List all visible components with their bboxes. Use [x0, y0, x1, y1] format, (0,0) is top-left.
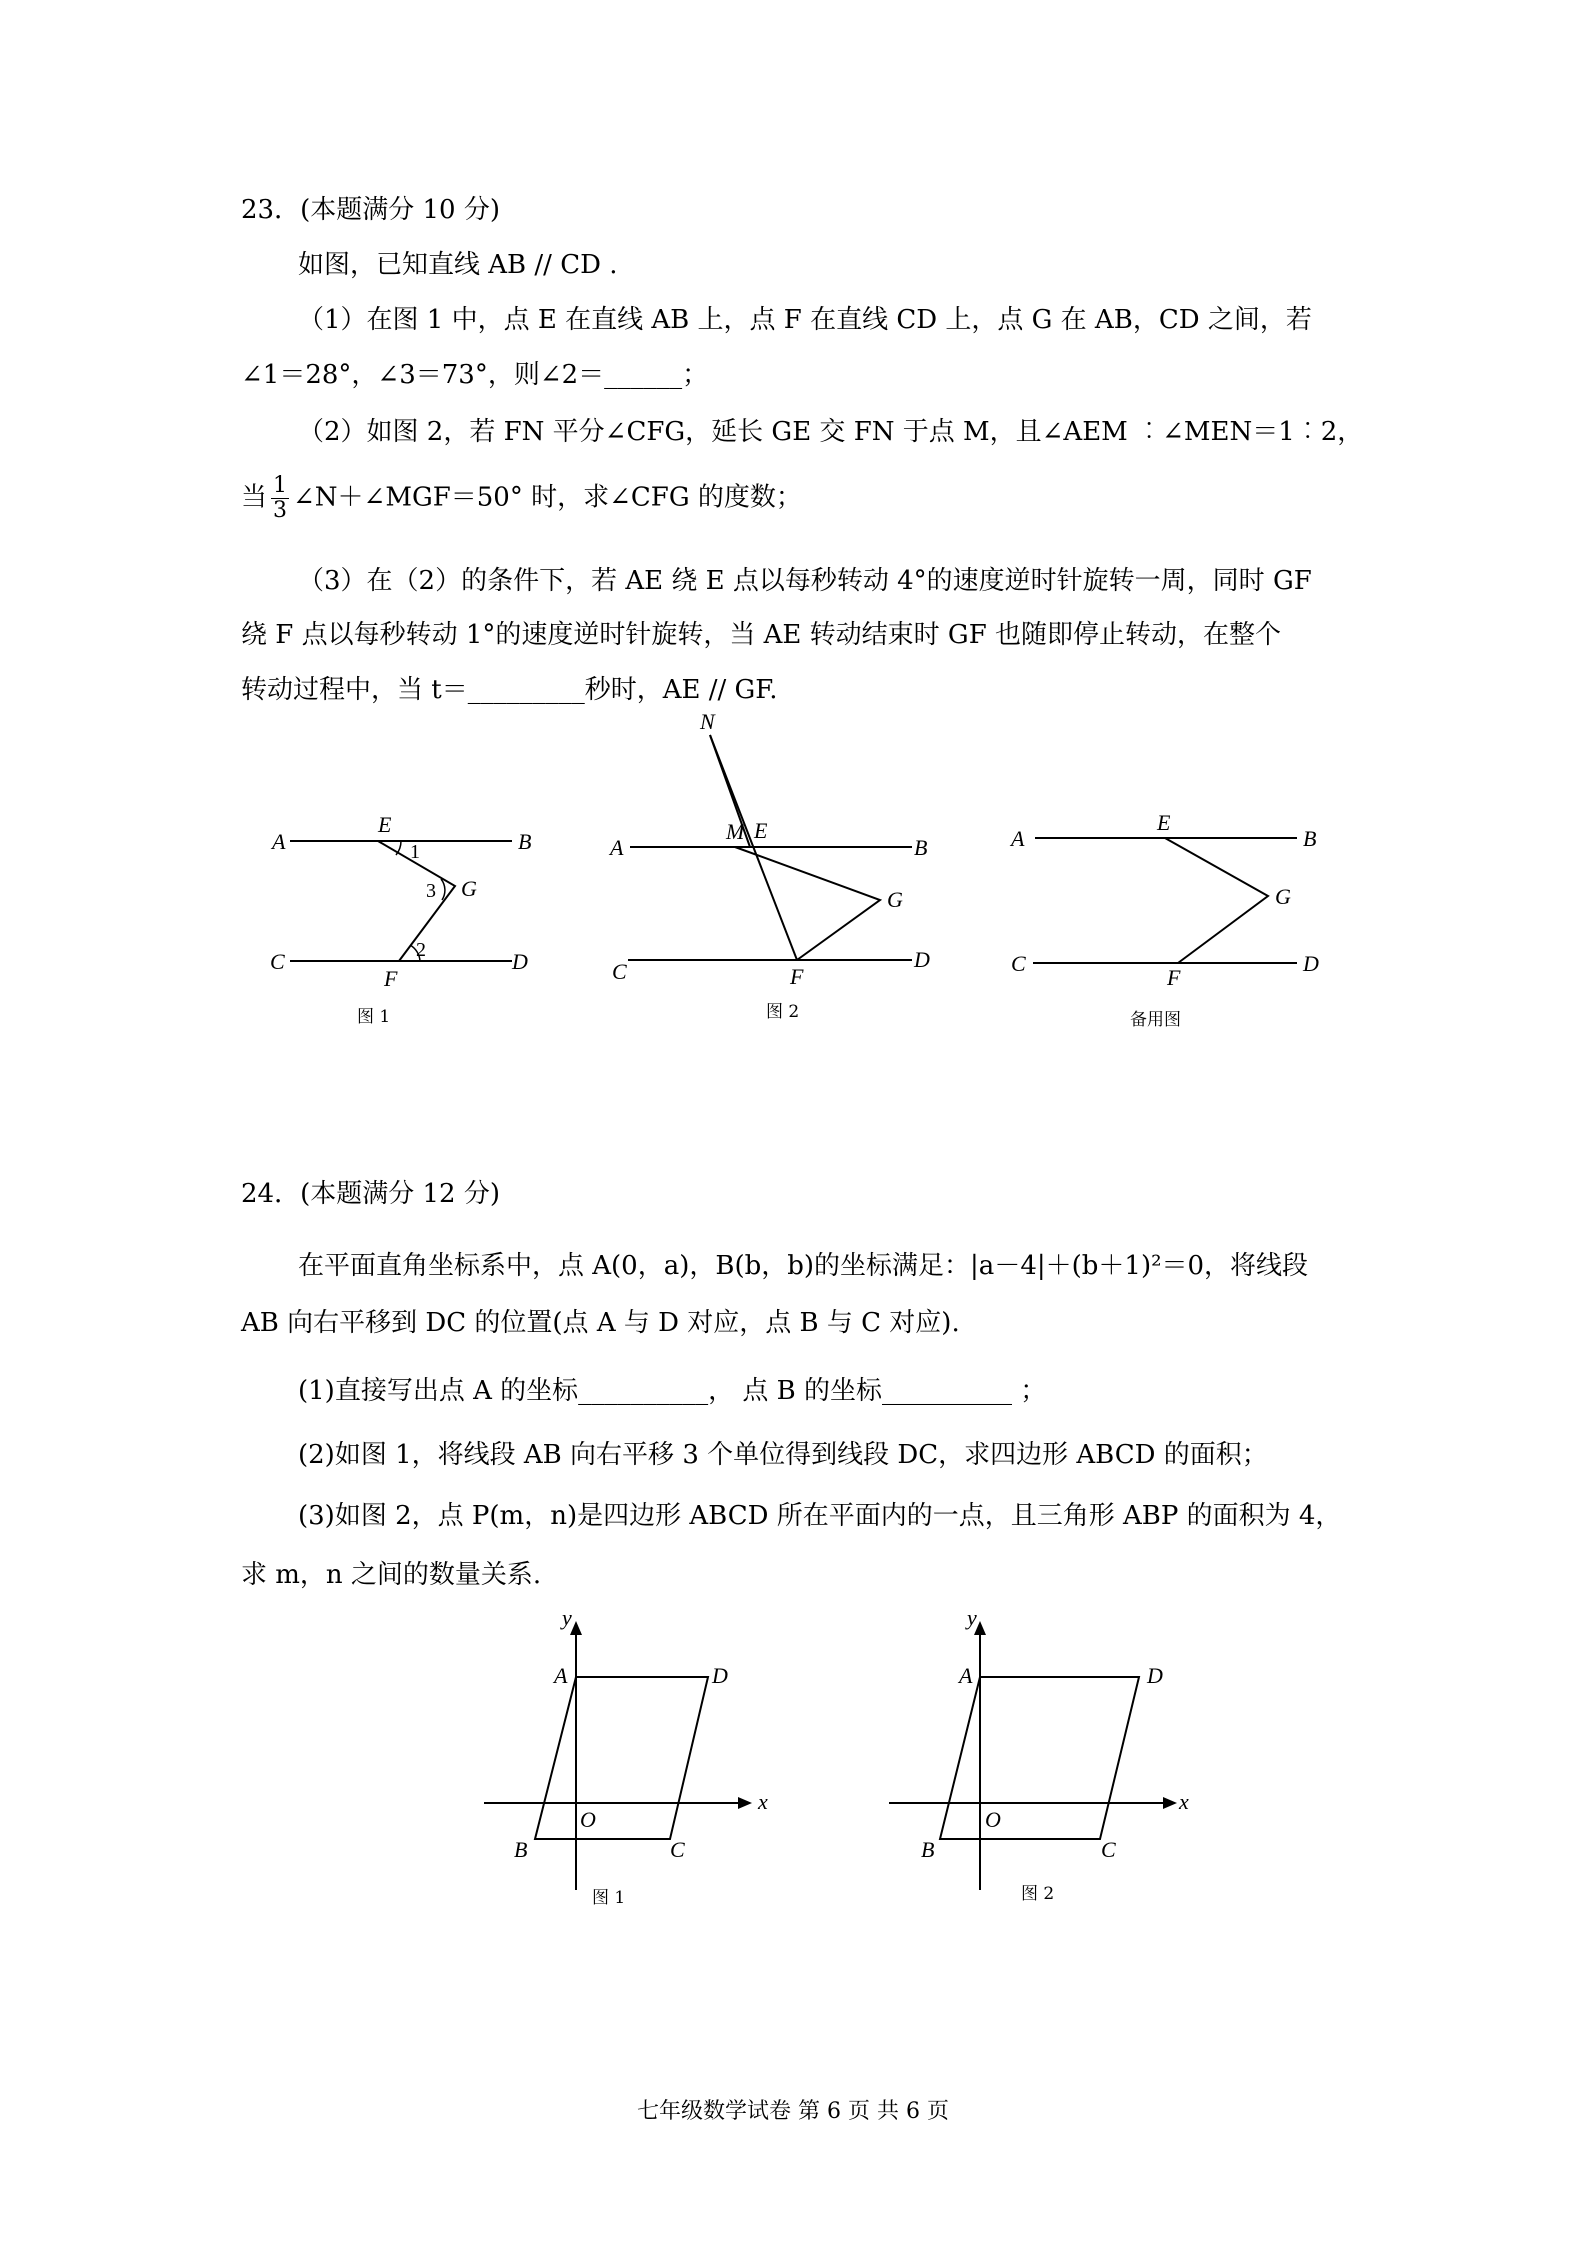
label-f: F [1167, 965, 1181, 990]
label-y: y [967, 1605, 977, 1630]
label-e: E [754, 818, 768, 843]
fraction-numerator: 1 [273, 473, 288, 498]
polyline-egf [1165, 838, 1268, 963]
label-f: F [790, 964, 804, 989]
backup-figure-caption: 备用图 [1130, 1010, 1181, 1030]
q24-part3-line1: (3)如图 2，点 P(m，n)是四边形 ABCD 所在平面内的一点，且三角形 ABP 的面积为 4， [298, 1501, 1342, 1531]
label-c: C [1101, 1837, 1116, 1862]
q23-intro: 如图，已知直线 AB // CD . [298, 250, 618, 280]
q23-backup-figure [995, 800, 1335, 1040]
q23-part2-rest: ∠N＋∠MGF＝50° 时，求∠CFG 的度数； [293, 482, 802, 513]
q23-part3-line1: （3）在（2）的条件下，若 AE 绕 E 点以每秒转动 4°的速度逆时针旋转一周，同时 GF [298, 566, 1312, 596]
label-b: B [1303, 826, 1317, 851]
q23-part1-line1: （1）在图 1 中，点 E 在直线 AB 上，点 F 在直线 CD 上，点 G 在 AB，CD 之间，若 [298, 305, 1312, 335]
label-d: D [914, 947, 930, 972]
label-d: D [1147, 1663, 1163, 1688]
label-d: D [1303, 951, 1319, 976]
label-b: B [914, 835, 928, 860]
label-x: x [758, 1789, 768, 1814]
q23-part2-line1: （2）如图 2，若 FN 平分∠CFG，延长 GE 交 FN 于点 M，且∠AEM ︰∠MEN＝1︰2， [298, 417, 1364, 447]
q24-figure-1 [480, 1605, 780, 1915]
label-a: A [610, 835, 624, 860]
label-a: A [959, 1663, 973, 1688]
q24-title: 24．(本题满分 12 分) [241, 1179, 500, 1209]
label-b: B [921, 1837, 935, 1862]
label-y: y [562, 1605, 572, 1630]
label-f: F [384, 966, 398, 991]
label-g: G [887, 887, 903, 912]
label-b: B [518, 829, 532, 854]
label-d: D [712, 1663, 728, 1688]
label-a: A [554, 1663, 568, 1688]
label-x: x [1179, 1789, 1189, 1814]
label-a: A [272, 829, 286, 854]
coord-figure-2-caption: 图 2 [1021, 1884, 1055, 1904]
angle-3-arc [441, 879, 445, 900]
q23-part2-line2 [241, 474, 802, 523]
q23-part1-line2: ∠1＝28°，∠3＝73°，则∠2＝______； [241, 360, 709, 390]
polyline-egf [735, 847, 880, 960]
label-e: E [378, 812, 392, 837]
q24-part3-line2: 求 m，n 之间的数量关系. [241, 1560, 542, 1590]
label-g: G [1275, 884, 1291, 909]
q23-part3-line2: 绕 F 点以每秒转动 1°的速度逆时针旋转，当 AE 转动结束时 GF 也随即停止转动，在整个 [241, 620, 1282, 650]
label-o: O [580, 1807, 596, 1832]
label-c: C [670, 1837, 685, 1862]
angle-3-label: 3 [426, 880, 436, 902]
q23-figure-2 [590, 705, 950, 1035]
figure-2-caption: 图 2 [766, 1002, 800, 1022]
q23-figure-1 [250, 800, 550, 1040]
label-d: D [512, 949, 528, 974]
fraction-denominator: 3 [273, 498, 288, 523]
label-e: E [1157, 810, 1171, 835]
label-g: G [461, 876, 477, 901]
q24-part1: (1)直接写出点 A 的坐标__________， 点 B 的坐标__________ ； [298, 1376, 1047, 1406]
x-axis-arrow-icon [1163, 1797, 1177, 1809]
label-o: O [985, 1807, 1001, 1832]
label-c: C [612, 959, 627, 984]
q24-figure-2 [885, 1605, 1189, 1915]
y-axis-arrow-icon [570, 1621, 582, 1635]
coord-figure-1-caption: 图 1 [592, 1888, 626, 1908]
label-c: C [270, 949, 285, 974]
q24-intro-line1: 在平面直角坐标系中，点 A(0，a)，B(b，b)的坐标满足：|a－4|＋(b＋1)²＝0，将线段 [298, 1251, 1309, 1281]
one-third-fraction [271, 474, 289, 523]
figure-1-caption: 图 1 [357, 1007, 391, 1027]
quadrilateral-abcd [535, 1677, 708, 1839]
q23-part2-prefix: 当 [241, 482, 268, 513]
angle-1-label: 1 [410, 841, 420, 863]
q23-part3-line3: 转动过程中，当 t＝_________秒时，AE // GF. [241, 675, 778, 705]
q24-part2: (2)如图 1，将线段 AB 向右平移 3 个单位得到线段 DC，求四边形 ABCD 的面积； [298, 1440, 1268, 1470]
label-c: C [1011, 951, 1026, 976]
label-n: N [700, 709, 715, 734]
q23-title: 23．(本题满分 10 分) [241, 195, 500, 225]
x-axis-arrow-icon [738, 1797, 752, 1809]
label-m: M [726, 819, 745, 844]
label-a: A [1011, 826, 1025, 851]
page-footer: 七年级数学试卷 第 6 页 共 6 页 [637, 2099, 949, 2124]
label-b: B [514, 1837, 528, 1862]
angle-2-label: 2 [416, 939, 426, 961]
quadrilateral-abcd [940, 1677, 1139, 1839]
q24-intro-line2: AB 向右平移到 DC 的位置(点 A 与 D 对应，点 B 与 C 对应). [241, 1308, 960, 1338]
